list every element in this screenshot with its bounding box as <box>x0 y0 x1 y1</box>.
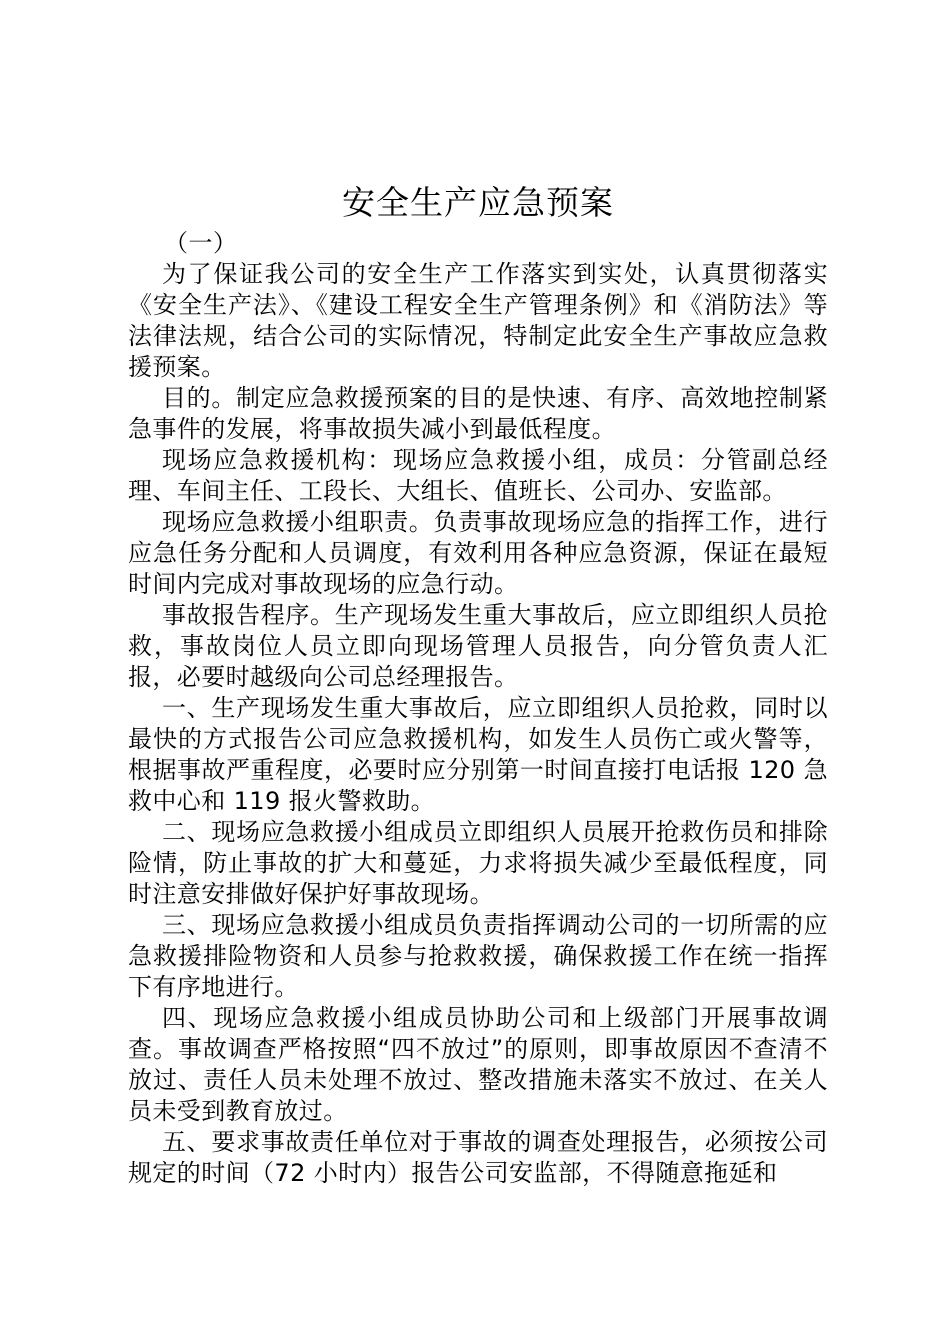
paragraph-item-1: 一、生产现场发生重大事故后，应立即组织人员抢救，同时以最快的方式报告公司应急救援机构，如发生人员伤亡或火警等，根据事故严重程度，必要时应分别第一时间直接打电话报 120 急救中心和 119 报火警救助。 <box>128 694 828 815</box>
paragraph-organization: 现场应急救援机构：现场应急救援小组，成员：分管副总经理、车间主任、工段长、大组长、值班长、公司办、安监部。 <box>128 446 828 505</box>
paragraph-purpose: 目的。制定应急救援预案的目的是快速、有序、高效地控制紧急事件的发展，将事故损失减小到最低程度。 <box>128 384 828 443</box>
paragraph-duties: 现场应急救援小组职责。负责事故现场应急的指挥工作，进行应急任务分配和人员调度，有效利用各种应急资源，保证在最短时间内完成对事故现场的应急行动。 <box>128 508 828 598</box>
paragraph-item-2: 二、现场应急救援小组成员立即组织人员展开抢救伤员和排除险情，防止事故的扩大和蔓延，力求将损失减少至最低程度，同时注意安排做好保护好事故现场。 <box>128 818 828 908</box>
section-subheading: （一） <box>164 229 238 257</box>
paragraph-intro: 为了保证我公司的安全生产工作落实到实处，认真贯彻落实《安全生产法》、《建设工程安全生产管理条例》和《消防法》等法律法规，结合公司的实际情况，特制定此安全生产事故应急救援预案。 <box>128 260 828 381</box>
paragraph-item-5: 五、要求事故责任单位对于事故的调查处理报告，必须按公司规定的时间（72 小时内）报告公司安监部，不得随意拖延和 <box>128 1128 828 1187</box>
paragraph-item-4: 四、现场应急救援小组成员协助公司和上级部门开展事故调查。事故调查严格按照“四不放过”的原则，即事故原因不查清不放过、责任人员未处理不放过、整改措施未落实不放过、在关人员未受到教育放过。 <box>128 1004 828 1125</box>
document-title: 安全生产应急预案 <box>342 183 614 222</box>
document-page <box>128 178 828 1189</box>
paragraph-item-3: 三、现场应急救援小组成员负责指挥调动公司的一切所需的应急救援排险物资和人员参与抢救救援，确保救援工作在统一指挥下有序地进行。 <box>128 911 828 1001</box>
paragraph-reporting: 事故报告程序。生产现场发生重大事故后，应立即组织人员抢救，事故岗位人员立即向现场管理人员报告，向分管负责人汇报，必要时越级向公司总经理报告。 <box>128 601 828 691</box>
